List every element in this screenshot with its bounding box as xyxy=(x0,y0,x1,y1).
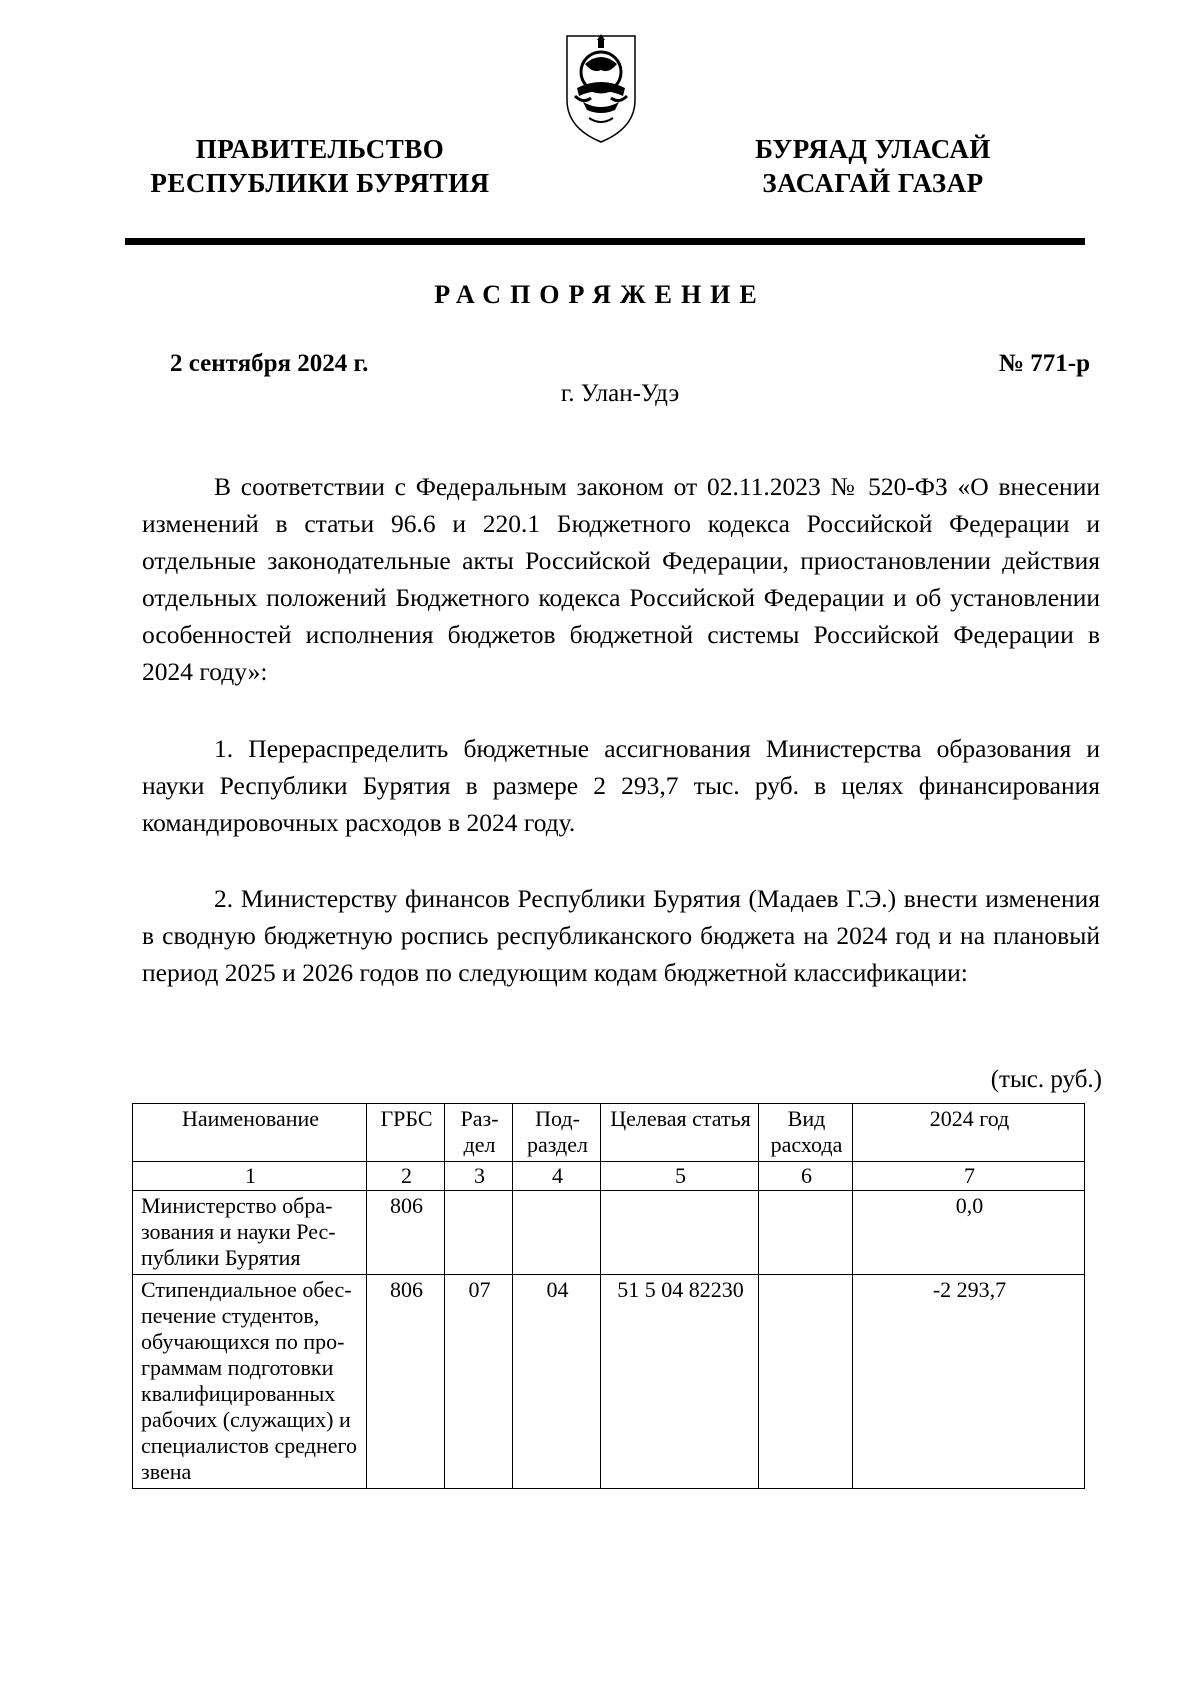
row-podrazdel: 04 xyxy=(513,1275,601,1489)
column-number-row xyxy=(133,1162,1085,1191)
row-amount: -2 293,7 xyxy=(853,1275,1085,1489)
column-number: 1 xyxy=(133,1162,367,1191)
document-date: 2 сентября 2024 г. xyxy=(170,350,369,377)
row-name: Стипендиальное обеспечение студентов, обучающихся по программам подготовки квалифицированных рабочих (служащих) и специалистов среднего звена xyxy=(133,1275,367,1489)
org-name-russian xyxy=(140,132,500,200)
table-row xyxy=(133,1191,1085,1275)
row-podrazdel xyxy=(513,1191,601,1275)
document-type: РАСПОРЯЖЕНИЕ xyxy=(434,280,766,309)
budget-classification-table xyxy=(132,1103,1085,1489)
header-razdel: Раздел xyxy=(445,1104,513,1162)
document-number: № 771-р xyxy=(998,350,1090,377)
row-razdel xyxy=(445,1191,513,1275)
org-name-buryat-line-1: БУРЯАД УЛАСАЙ xyxy=(755,134,991,164)
document-city: г. Улан-Удэ xyxy=(560,380,680,407)
clause-2-paragraph: 2. Министерству финансов Республики Бурятия (Мадаев Г.Э.) внести изменения в сводную бюджетную роспись республиканского бюджета на 2024 год и на плановый период 2025 и 2026 годов по следующим кодам бюджетной классификации: xyxy=(142,884,1100,987)
table-row xyxy=(133,1275,1085,1489)
row-target-article xyxy=(601,1191,759,1275)
table-unit-label: (тыс. руб.) xyxy=(990,1066,1102,1093)
row-target-article: 51 5 04 82230 xyxy=(601,1275,759,1489)
header-podrazdel: Подраздел xyxy=(513,1104,601,1162)
clause-1-paragraph: 1. Перераспределить бюджетные ассигнования Министерства образования и науки Республики Бурятия в размере 2 293,7 тыс. руб. в целях финансирования командировочных расходов в 2024 году. xyxy=(142,734,1100,837)
row-name: Министерство образования и науки Республики Бурятия xyxy=(133,1191,367,1275)
org-name-buryat-line-2: ЗАСАГАЙ ГАЗАР xyxy=(762,168,984,198)
org-name-buryat xyxy=(723,132,1023,200)
row-grbs: 806 xyxy=(367,1191,445,1275)
column-number: 3 xyxy=(445,1162,513,1191)
org-name-russian-line-1: ПРАВИТЕЛЬСТВО xyxy=(195,134,445,164)
column-number: 5 xyxy=(601,1162,759,1191)
table-header-row xyxy=(133,1104,1085,1162)
column-number: 4 xyxy=(513,1162,601,1191)
row-expense-type xyxy=(759,1191,853,1275)
row-expense-type xyxy=(759,1275,853,1489)
header-expense-type: Вид расхода xyxy=(759,1104,853,1162)
column-number: 6 xyxy=(759,1162,853,1191)
column-number: 7 xyxy=(853,1162,1085,1191)
row-amount: 0,0 xyxy=(853,1191,1085,1275)
header-divider xyxy=(125,238,1085,245)
header-name: Наименование xyxy=(133,1104,367,1162)
column-number: 2 xyxy=(367,1162,445,1191)
header-target-article: Целевая статья xyxy=(601,1104,759,1162)
row-razdel: 07 xyxy=(445,1275,513,1489)
header-year-2024: 2024 год xyxy=(853,1104,1085,1162)
preamble-paragraph: В соответствии с Федеральным законом от 02.11.2023 № 520-ФЗ «О внесении изменений в статьи 96.6 и 220.1 Бюджетного кодекса Российской Федерации и отдельные законодательные акты Российской Федерации, приостановлении действия отдельных положений Бюджетного кодекса Российской Федерации и об установлении особенностей исполнения бюджетов бюджетной системы Российской Федерации в 2024 году»: xyxy=(142,472,1100,686)
org-name-russian-line-2: РЕСПУБЛИКИ БУРЯТИЯ xyxy=(150,168,490,198)
coat-of-arms-buryatia-icon xyxy=(563,30,639,146)
header-grbs: ГРБС xyxy=(367,1104,445,1162)
row-grbs: 806 xyxy=(367,1275,445,1489)
